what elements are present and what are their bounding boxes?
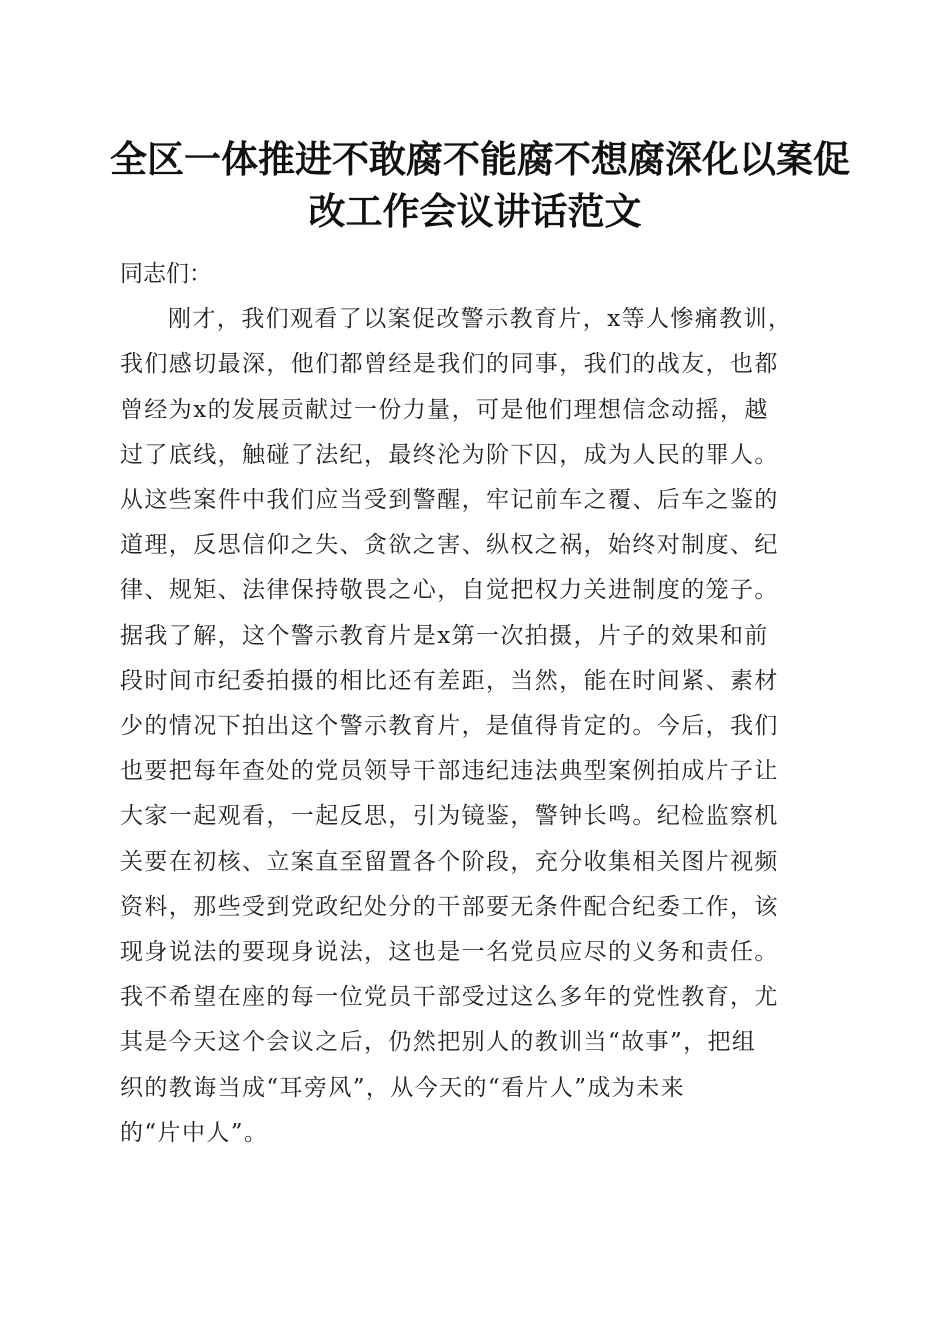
paragraph-line: 过了底线，触碰了法纪，最终沦为阶下囚，成为人民的罪人。 xyxy=(120,441,779,468)
paragraph-line: 现身说法的要现身说法，这也是一名党员应尽的义务和责任。 xyxy=(120,939,779,966)
paragraph-line: 也要把每年查处的党员领导干部违纪违法典型案例拍成片子让 xyxy=(120,758,779,785)
document-body xyxy=(120,252,840,1156)
paragraph-line: 少的情况下拍出这个警示教育片，是值得肯定的。今后，我们 xyxy=(120,713,779,740)
title-line-2: 改工作会议讲话范文 xyxy=(308,189,642,233)
paragraph-line: 道理，反思信仰之失、贪欲之害、纵权之祸，始终对制度、纪 xyxy=(120,532,779,559)
paragraph-line: 段时间市纪委拍摄的相比还有差距，当然，能在时间紧、素材 xyxy=(120,667,779,694)
paragraph-line: 关要在初核、立案直至留置各个阶段，充分收集相关图片视频 xyxy=(120,848,779,875)
paragraph-line: 的“片中人”。 xyxy=(120,1119,269,1146)
paragraph-line: 大家一起观看，一起反思，引为镜鉴，警钟长鸣。纪检监察机 xyxy=(120,803,779,830)
title-line-1: 全区一体推进不敢腐不能腐不想腐深化以案促 xyxy=(110,137,850,181)
paragraph-line: 织的教诲当成“耳旁风”，从今天的“看片人”成为未来 xyxy=(120,1074,686,1101)
paragraph-line: 曾经为x的发展贡献过一份力量，可是他们理想信念动摇，越 xyxy=(120,396,769,423)
paragraph-line: 从这些案件中我们应当受到警醒，牢记前车之覆、后车之鉴的 xyxy=(120,487,779,514)
paragraph xyxy=(120,297,840,1156)
document-title xyxy=(110,133,850,237)
salutation: 同志们： xyxy=(120,261,212,287)
paragraph-line: 我不希望在座的每一位党员干部受过这么多年的党性教育，尤 xyxy=(120,984,779,1011)
paragraph-line: 资料，那些受到党政纪处分的干部要无条件配合纪委工作，该 xyxy=(120,893,779,920)
paragraph-line: 我们感切最深，他们都曾经是我们的同事，我们的战友，也都 xyxy=(120,351,779,378)
paragraph-line: 刚才，我们观看了以案促改警示教育片，x等人惨痛教训， xyxy=(168,306,793,333)
paragraph-line: 据我了解，这个警示教育片是x第一次拍摄，片子的效果和前 xyxy=(120,622,769,649)
paragraph-line: 其是今天这个会议之后，仍然把别人的教训当“故事”，把组 xyxy=(120,1029,757,1056)
paragraph-line: 律、规矩、法律保持敬畏之心，自觉把权力关进制度的笼子。 xyxy=(120,577,779,604)
